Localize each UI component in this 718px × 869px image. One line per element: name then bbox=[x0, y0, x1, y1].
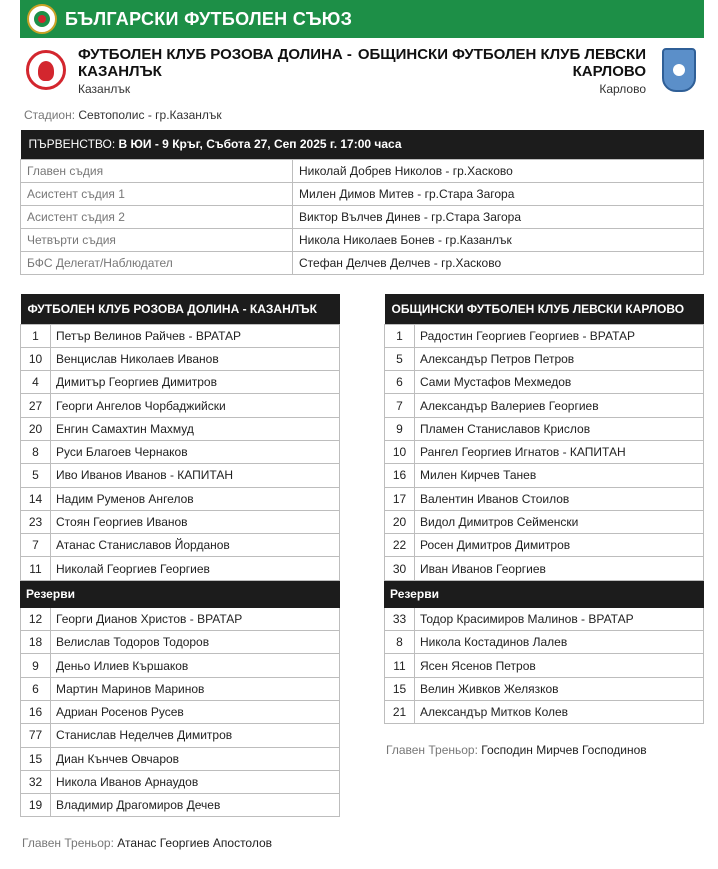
official-name: Николай Добрев Николов - гр.Хасково bbox=[293, 159, 704, 182]
player-number: 10 bbox=[385, 440, 415, 463]
away-coach-label: Главен Треньор: bbox=[386, 743, 478, 757]
player-name: Станислав Неделчев Димитров bbox=[51, 724, 340, 747]
player-number: 20 bbox=[21, 417, 51, 440]
home-coach-label: Главен Треньор: bbox=[22, 836, 114, 850]
official-row bbox=[21, 182, 704, 205]
match-label: ПЪРВЕНСТВО: bbox=[28, 137, 116, 152]
player-row[interactable] bbox=[385, 371, 704, 394]
player-number: 27 bbox=[21, 394, 51, 417]
player-number: 18 bbox=[21, 631, 51, 654]
player-row[interactable] bbox=[385, 440, 704, 463]
player-name: Мартин Маринов Маринов bbox=[51, 677, 340, 700]
player-name: Велислав Тодоров Тодоров bbox=[51, 631, 340, 654]
player-name: Димитър Георгиев Димитров bbox=[51, 371, 340, 394]
player-name: Ясен Ясенов Петров bbox=[415, 654, 704, 677]
reserve-row[interactable] bbox=[21, 607, 340, 630]
player-name: Деньо Илиев Кършаков bbox=[51, 654, 340, 677]
player-name: Радостин Георгиев Георгиев - ВРАТАР bbox=[415, 324, 704, 347]
away-team-town: Карлово bbox=[599, 82, 646, 96]
player-name: Рангел Георгиев Игнатов - КАПИТАН bbox=[415, 440, 704, 463]
player-row[interactable] bbox=[21, 417, 340, 440]
away-lineup-table bbox=[384, 294, 704, 724]
player-number: 16 bbox=[385, 464, 415, 487]
player-number: 32 bbox=[21, 770, 51, 793]
away-lineup-rows bbox=[385, 324, 704, 724]
official-name: Стефан Делчев Делчев - гр.Хасково bbox=[293, 251, 704, 274]
player-number: 22 bbox=[385, 534, 415, 557]
player-number: 11 bbox=[21, 557, 51, 580]
header-title: БЪЛГАРСКИ ФУТБОЛЕН СЪЮЗ bbox=[65, 8, 353, 29]
home-team-block[interactable] bbox=[20, 44, 360, 100]
official-role: Асистент съдия 2 bbox=[21, 205, 293, 228]
away-coach-name: Господин Мирчев Господинов bbox=[481, 743, 647, 757]
home-lineup-rows bbox=[21, 324, 340, 817]
reserve-row[interactable] bbox=[385, 700, 704, 723]
player-row[interactable] bbox=[21, 440, 340, 463]
player-number: 8 bbox=[385, 631, 415, 654]
player-number: 33 bbox=[385, 607, 415, 630]
player-row[interactable] bbox=[385, 510, 704, 533]
reserve-row[interactable] bbox=[385, 654, 704, 677]
reserves-header-row bbox=[21, 580, 340, 607]
reserve-row[interactable] bbox=[21, 747, 340, 770]
reserves-header-row bbox=[385, 580, 704, 607]
teams-header bbox=[20, 44, 704, 100]
player-name: Никола Костадинов Лалев bbox=[415, 631, 704, 654]
player-name: Иван Иванов Георгиев bbox=[415, 557, 704, 580]
player-row[interactable] bbox=[21, 464, 340, 487]
player-name: Енгин Самахтин Махмуд bbox=[51, 417, 340, 440]
player-name: Милен Кирчев Танев bbox=[415, 464, 704, 487]
home-team-name: ФУТБОЛЕН КЛУБ РОЗОВА ДОЛИНА - КАЗАНЛЪК bbox=[78, 46, 352, 80]
away-coach bbox=[386, 743, 647, 757]
player-number: 20 bbox=[385, 510, 415, 533]
player-row[interactable] bbox=[21, 534, 340, 557]
home-lineup-table bbox=[20, 294, 340, 817]
player-name: Георги Ангелов Чорбаджийски bbox=[51, 394, 340, 417]
player-row[interactable] bbox=[21, 510, 340, 533]
player-row[interactable] bbox=[21, 394, 340, 417]
home-coach-name: Атанас Георгиев Апостолов bbox=[117, 836, 273, 850]
player-number: 4 bbox=[21, 371, 51, 394]
player-name: Александър Валериев Георгиев bbox=[415, 394, 704, 417]
player-number: 9 bbox=[385, 417, 415, 440]
reserve-row[interactable] bbox=[21, 724, 340, 747]
player-number: 77 bbox=[21, 724, 51, 747]
player-name: Александър Митков Колев bbox=[415, 700, 704, 723]
player-name: Сами Мустафов Мехмедов bbox=[415, 371, 704, 394]
player-name: Петър Велинов Райчев - ВРАТАР bbox=[51, 324, 340, 347]
official-name: Милен Димов Митев - гр.Стара Загора bbox=[293, 182, 704, 205]
player-name: Руси Благоев Чернаков bbox=[51, 440, 340, 463]
player-name: Адриан Росенов Русев bbox=[51, 700, 340, 723]
player-number: 7 bbox=[21, 534, 51, 557]
stadium-label: Стадион: bbox=[24, 108, 76, 122]
official-row bbox=[21, 228, 704, 251]
player-name: Надим Руменов Ангелов bbox=[51, 487, 340, 510]
player-name: Валентин Иванов Стоилов bbox=[415, 487, 704, 510]
player-number: 7 bbox=[385, 394, 415, 417]
player-number: 8 bbox=[21, 440, 51, 463]
match-value: В ЮИ - 9 Кръг, Събота 27, Сеп 2025 г. 17:00 часа bbox=[118, 137, 402, 152]
player-row[interactable] bbox=[385, 417, 704, 440]
player-number: 6 bbox=[385, 371, 415, 394]
player-number: 1 bbox=[385, 324, 415, 347]
player-name: Тодор Красимиров Малинов - ВРАТАР bbox=[415, 607, 704, 630]
player-name: Георги Дианов Христов - ВРАТАР bbox=[51, 607, 340, 630]
player-number: 6 bbox=[21, 677, 51, 700]
official-role: Четвърти съдия bbox=[21, 228, 293, 251]
player-number: 16 bbox=[21, 700, 51, 723]
away-team-block[interactable] bbox=[357, 44, 704, 100]
away-lineup-title: ОБЩИНСКИ ФУТБОЛЕН КЛУБ ЛЕВСКИ КАРЛОВО bbox=[385, 294, 704, 324]
player-row[interactable] bbox=[385, 557, 704, 580]
player-number: 23 bbox=[21, 510, 51, 533]
player-name: Николай Георгиев Георгиев bbox=[51, 557, 340, 580]
reserve-row[interactable] bbox=[21, 677, 340, 700]
player-name: Иво Иванов Иванов - КАПИТАН bbox=[51, 464, 340, 487]
official-role: Асистент съдия 1 bbox=[21, 182, 293, 205]
officials-rows bbox=[21, 159, 704, 274]
player-number: 17 bbox=[385, 487, 415, 510]
official-row bbox=[21, 251, 704, 274]
reserve-row[interactable] bbox=[385, 607, 704, 630]
reserve-row[interactable] bbox=[21, 770, 340, 793]
player-name: Атанас Станиславов Йорданов bbox=[51, 534, 340, 557]
official-name: Никола Николаев Бонев - гр.Казанлък bbox=[293, 228, 704, 251]
reserve-row[interactable] bbox=[21, 794, 340, 817]
official-role: Главен съдия bbox=[21, 159, 293, 182]
player-name: Венцислав Николаев Иванов bbox=[51, 347, 340, 370]
official-role: БФС Делегат/Наблюдател bbox=[21, 251, 293, 274]
player-row[interactable] bbox=[385, 324, 704, 347]
player-row[interactable] bbox=[21, 487, 340, 510]
header-bar bbox=[20, 0, 704, 38]
stadium-value: Севтополис - гр.Казанлък bbox=[78, 108, 222, 122]
player-number: 12 bbox=[21, 607, 51, 630]
home-crest-icon bbox=[26, 50, 66, 90]
player-name: Владимир Драгомиров Дечев bbox=[51, 794, 340, 817]
player-name: Велин Живков Желязков bbox=[415, 677, 704, 700]
player-row[interactable] bbox=[385, 347, 704, 370]
player-row[interactable] bbox=[21, 371, 340, 394]
player-name: Диан Кънчев Овчаров bbox=[51, 747, 340, 770]
player-number: 15 bbox=[385, 677, 415, 700]
player-name: Росен Димитров Димитров bbox=[415, 534, 704, 557]
player-number: 30 bbox=[385, 557, 415, 580]
reserve-row[interactable] bbox=[21, 654, 340, 677]
player-row[interactable] bbox=[21, 557, 340, 580]
away-crest-icon bbox=[662, 48, 696, 92]
official-row bbox=[21, 205, 704, 228]
official-name: Виктор Вълчев Динев - гр.Стара Загора bbox=[293, 205, 704, 228]
away-team-name: ОБЩИНСКИ ФУТБОЛЕН КЛУБ ЛЕВСКИ КАРЛОВО bbox=[357, 46, 646, 80]
player-row[interactable] bbox=[385, 534, 704, 557]
player-number: 15 bbox=[21, 747, 51, 770]
stadium-info bbox=[24, 108, 222, 122]
reserve-row[interactable] bbox=[385, 631, 704, 654]
player-number: 1 bbox=[21, 324, 51, 347]
player-number: 10 bbox=[21, 347, 51, 370]
reserves-label: Резерви bbox=[385, 580, 704, 607]
player-name: Никола Иванов Арнаудов bbox=[51, 770, 340, 793]
officials-table bbox=[20, 130, 704, 275]
player-number: 5 bbox=[21, 464, 51, 487]
player-number: 21 bbox=[385, 700, 415, 723]
player-row[interactable] bbox=[385, 487, 704, 510]
player-row[interactable] bbox=[21, 347, 340, 370]
player-row[interactable] bbox=[385, 464, 704, 487]
match-info-row bbox=[21, 130, 704, 159]
player-row[interactable] bbox=[385, 394, 704, 417]
bfu-logo-icon bbox=[27, 4, 57, 34]
player-number: 14 bbox=[21, 487, 51, 510]
reserve-row[interactable] bbox=[21, 700, 340, 723]
player-row[interactable] bbox=[21, 324, 340, 347]
home-team-town: Казанлък bbox=[78, 82, 131, 96]
player-number: 11 bbox=[385, 654, 415, 677]
home-coach bbox=[22, 836, 272, 850]
reserves-label: Резерви bbox=[21, 580, 340, 607]
player-name: Стоян Георгиев Иванов bbox=[51, 510, 340, 533]
player-name: Александър Петров Петров bbox=[415, 347, 704, 370]
home-lineup-title: ФУТБОЛЕН КЛУБ РОЗОВА ДОЛИНА - КАЗАНЛЪК bbox=[21, 294, 340, 324]
reserve-row[interactable] bbox=[21, 631, 340, 654]
player-name: Пламен Станиславов Крислов bbox=[415, 417, 704, 440]
reserve-row[interactable] bbox=[385, 677, 704, 700]
player-name: Видол Димитров Сейменски bbox=[415, 510, 704, 533]
player-number: 19 bbox=[21, 794, 51, 817]
official-row bbox=[21, 159, 704, 182]
match-info bbox=[21, 130, 704, 159]
player-number: 5 bbox=[385, 347, 415, 370]
player-number: 9 bbox=[21, 654, 51, 677]
